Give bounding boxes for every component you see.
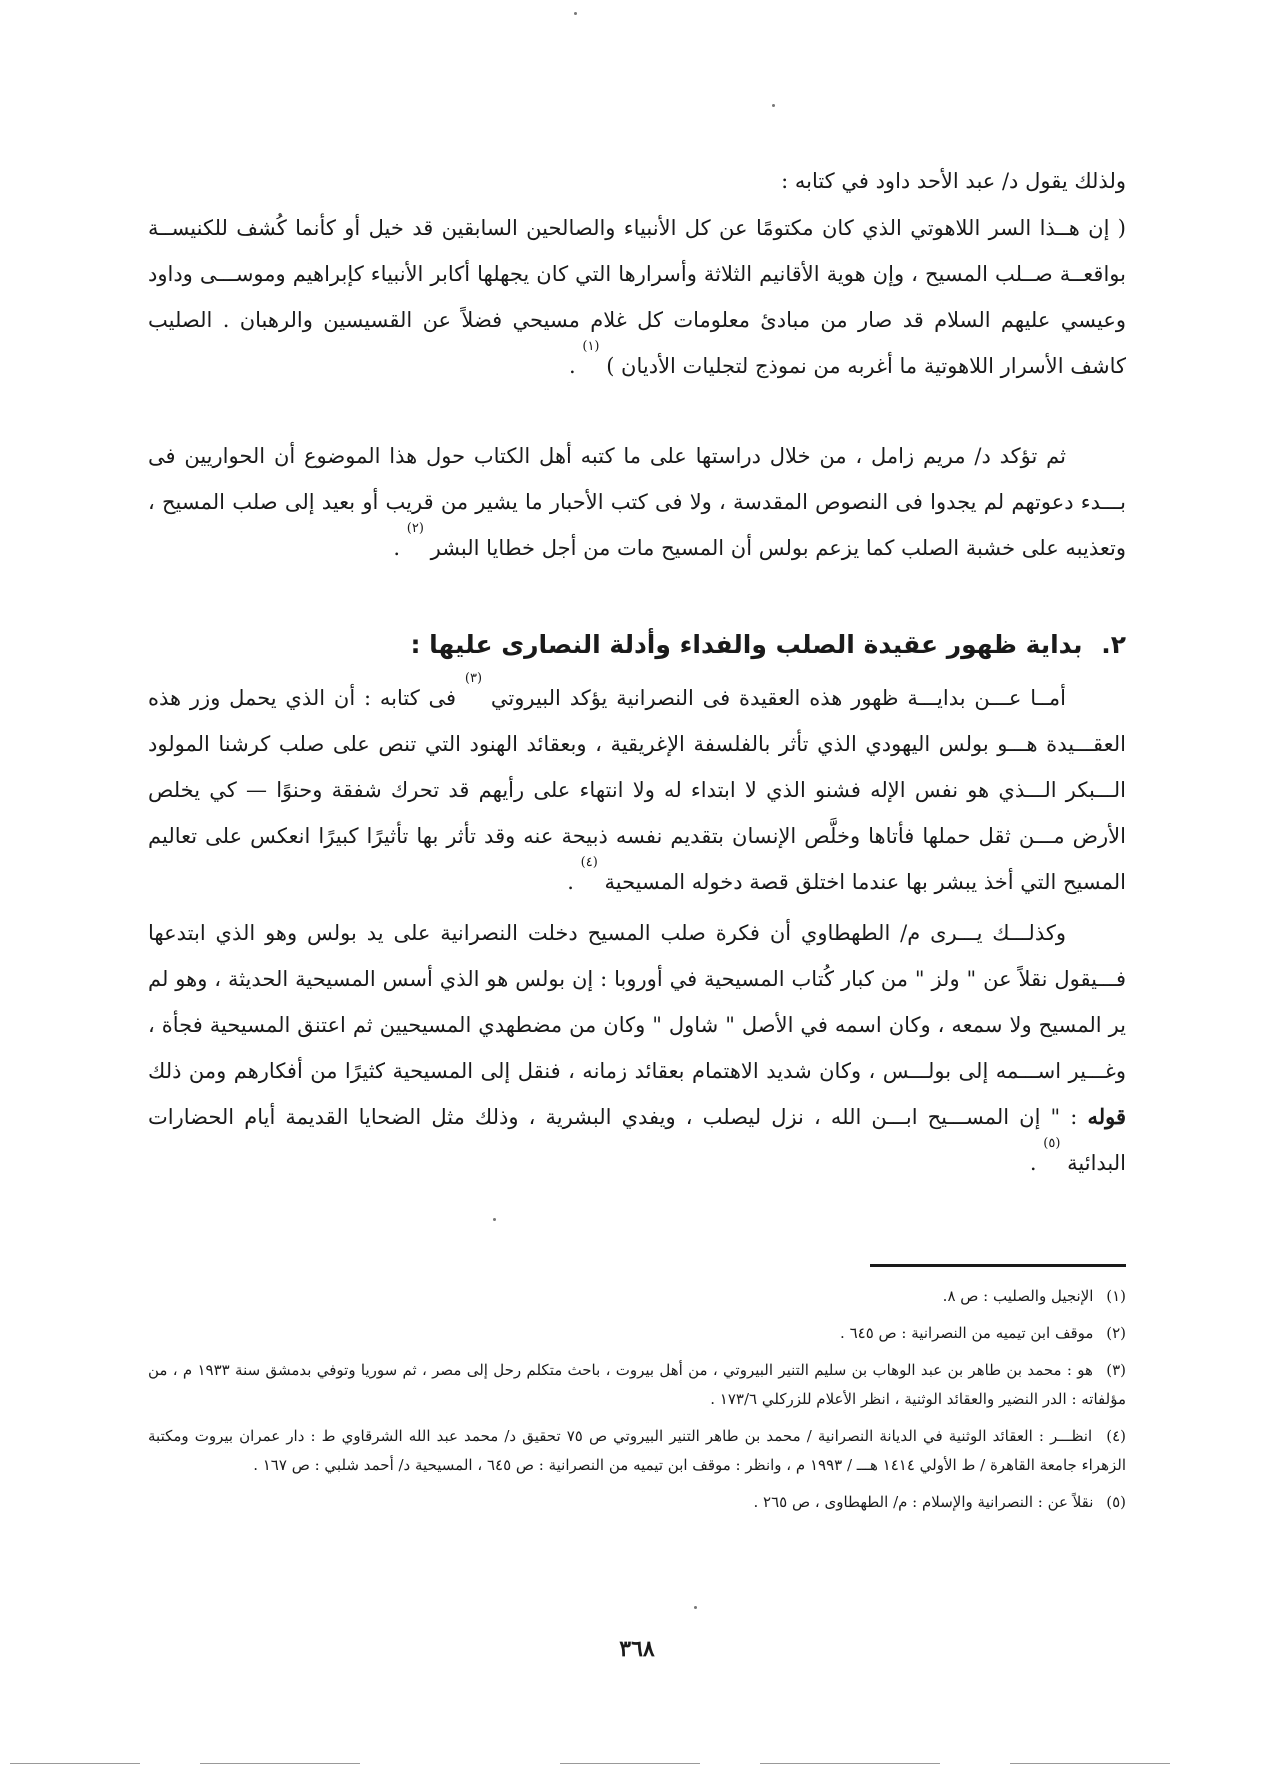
intro-line-text: ولذلك يقول د/ عبد الأحد داود في كتابه : [781, 169, 1126, 193]
footnote-text: هو : محمد بن طاهر بن عبد الوهاب بن سليم التنير البيروتي ، من أهل بيروت ، باحث متكلم رحل إلى مصر ، ثم سوريا وتوفي بدمشق سنة ١٩٣٣ م ، من مؤلفاته : الدر النضير والعقائد الوثنية ، انظر الأعلام للزركلي ١٧٣/٦ . [148, 1361, 1126, 1408]
paragraph-tahtawi-part1: وكذلـــك يـــرى م/ الطهطاوي أن فكرة صلب المسيح دخلت النصرانية على يد بولس وهو الذي ابتدعها فـــيقول نقلاً عن " ولز " من كبار كُتاب المسيحية في أوروبا : إن بولس هو الذي أسس المسيحية الحديثة ، وهو لم ير المسيح ولا سمعه ، وكان اسمه في الأصل " شاول " وكان من مضطهدي المسيحيين ثم اعتنق المسيحية فجأة ، وغـــير اســـمه إلى بولـــس ، وكان شديد الاهتمام بعقائد زمانه ، فنقل إلى المسيحية كثيرًا من أفكارهم ومن ذلك [148, 921, 1126, 1083]
paragraph-beiruti-part1: أمــا عـــن بدايـــة ظهور هذه العقيدة فى النصرانية يؤكد البيروتي [490, 686, 1066, 710]
section-heading [148, 625, 1126, 665]
footnote-ref-5: (٥) [1043, 1136, 1061, 1151]
footnote-item [148, 1422, 1126, 1480]
footnote-number: (٣) [1106, 1361, 1126, 1379]
paragraph-beiruti [148, 671, 1126, 905]
footnote-item [148, 1319, 1126, 1348]
footnote-ref-1: (١) [582, 339, 600, 354]
footnote-number: (٢) [1106, 1324, 1126, 1342]
paragraph-zamil-end: . [393, 536, 401, 560]
quote-text: ( إن هــذا السر اللاهوتي الذي كان مكتومًا عن كل الأنبياء والصالحين السابقين قد خيل أو كأنما كُشف للكنيســة بواقعــة صــلب المسيح ، وإن هوية الأقانيم الثلاثة وأسرارها التي كان يجهلها أكابر الأنبياء كإبراهيم وموســـى وداود وعيسي عليهم السلام قد صار من مبادئ معلومات كل غلام مسيحي فضلاً عن القسيسين والرهبان . الصليب كاشف الأسرار اللاهوتية ما أغربه من نموذج لتجليات الأديان ) [148, 216, 1126, 378]
paragraph-zamil-text: ثم تؤكد د/ مريم زامل ، من خلال دراستها على ما كتبه أهل الكتاب حول هذا الموضوع أن الحواريين فى بـــدء دعوتهم لم يجدوا فى النصوص المقدسة ، ولا فى كتب الأحبار ما يشير من قريب أو بعيد إلى صلب المسيح ، وتعذيبه على خشبة الصلب كما يزعم بولس أن المسيح مات من أجل خطايا البشر [148, 444, 1126, 560]
footnote-text: انظـــر : العقائد الوثنية في الديانة النصرانية / محمد بن طاهر التنير البيروتي ص ٧٥ تحقيق د/ محمد عبد الله الشرقاوي ط : دار عمران بيروت ومكتبة الزهراء جامعة القاهرة / ط الأولي ١٤١٤ هـــ / ١٩٩٣ م ، وانظر : موقف ابن تيميه من النصرانية : ص ٦٤٥ ، المسيحية د/ أحمد شلبي : ص ١٦٧ . [148, 1427, 1126, 1474]
scan-edge-line [560, 1763, 700, 1764]
footnote-number: (١) [1106, 1287, 1126, 1305]
footnote-number: (٤) [1106, 1427, 1126, 1445]
footnote-item [148, 1356, 1126, 1414]
footnote-text: الإنجيل والصليب : ص ٨. [942, 1287, 1094, 1305]
footnotes-list [148, 1282, 1126, 1525]
intro-line [148, 158, 1126, 204]
section-title: بداية ظهور عقيدة الصلب والفداء وأدلة النصارى عليها : [410, 630, 1083, 659]
paragraph-zamil [148, 433, 1126, 571]
scan-speck [694, 1606, 697, 1609]
scan-edge-line [760, 1763, 940, 1764]
footnote-item [148, 1488, 1126, 1517]
paragraph-tahtawi-bold-word: قوله [1087, 1104, 1126, 1129]
footnote-ref-3: (٣) [464, 671, 483, 686]
paragraph-tahtawi-part2: : " إن المســـيح ابـــن الله ، نزل ليصلب ، ويفدي البشرية ، وذلك مثل الضحايا القديمة أيام الحضارات البدائية [148, 1105, 1126, 1175]
scan-edge-line [200, 1763, 360, 1764]
section-number: ٢. [1101, 630, 1126, 659]
quote-end: . [568, 354, 576, 378]
scan-speck [574, 12, 577, 15]
paragraph-beiruti-part2: فى كتابه : أن الذي يحمل وزر هذه العقـــيدة هـــو بولس اليهودي الذي تأثر بالفلسفة الإغريقية ، وبعقائد الهنود التي تنص على صلب كرشنا المولود الـــبكر الـــذي هو نفس الإله فشنو الذي لا ابتداء له ولا انتهاء على رأيهم قد تحرك شفقة وحنوًا — كي يخلص الأرض مـــن ثقل حملها فأتاها وخلَّص الإنسان بتقديم نفسه ذبيحة عنه وقد تأثر بها تأثيرًا كبيرًا انعكس على تعاليم المسيح التي أخذ يبشر بها عندما اختلق قصة دخوله المسيحية [148, 686, 1126, 894]
footnote-text: موقف ابن تيميه من النصرانية : ص ٦٤٥ . [840, 1324, 1094, 1342]
footnote-ref-2: (٢) [406, 521, 424, 536]
paragraph-tahtawi-end: . [1029, 1151, 1037, 1175]
scan-edge-line [1010, 1763, 1170, 1764]
scan-edge-line [10, 1763, 140, 1764]
footnote-item [148, 1282, 1126, 1311]
page-number: ٣٦٨ [619, 1636, 655, 1662]
quote-paragraph [148, 205, 1126, 389]
footnote-separator-rule [870, 1264, 1126, 1267]
footnote-ref-4: (٤) [580, 855, 598, 870]
footnote-number: (٥) [1106, 1493, 1126, 1511]
scan-speck [772, 104, 775, 107]
paragraph-tahtawi [148, 910, 1126, 1186]
paragraph-beiruti-end: . [567, 870, 574, 894]
scan-speck [493, 1218, 496, 1221]
footnote-text: نقلاً عن : النصرانية والإسلام : م/ الطهطاوى ، ص ٢٦٥ . [753, 1493, 1094, 1511]
